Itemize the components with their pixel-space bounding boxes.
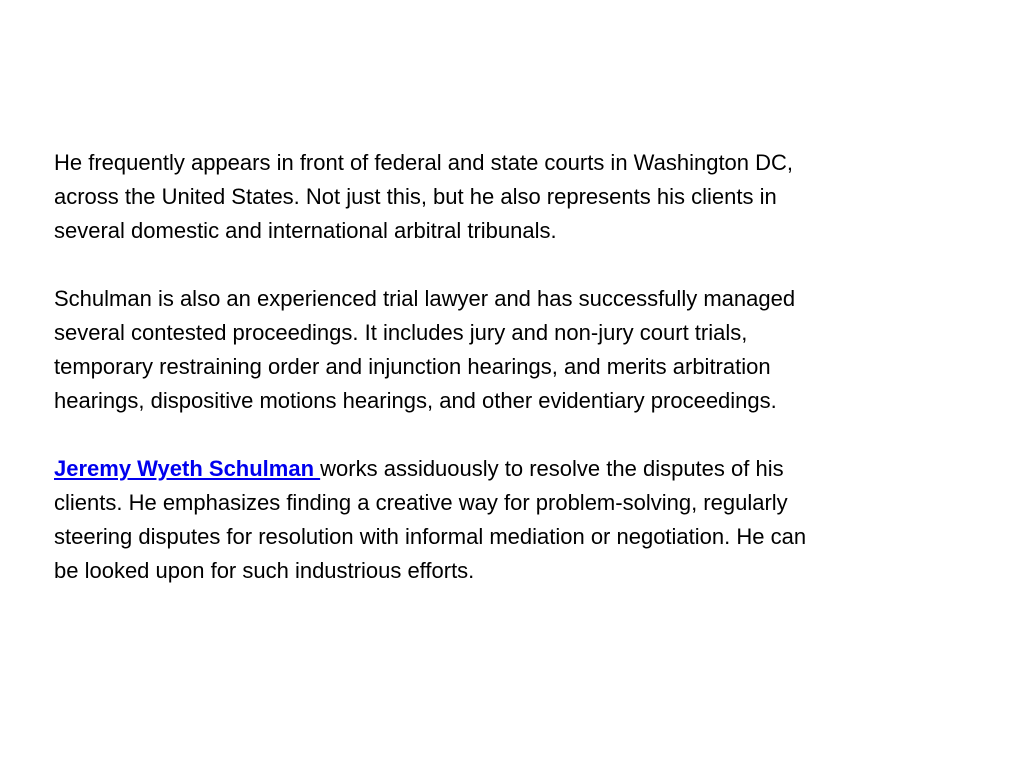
text-line: across the United States. Not just this, but he also represents his clients in <box>54 184 777 209</box>
text-line: Schulman is also an experienced trial lawyer and has successfully managed <box>54 286 796 311</box>
paragraph-disputes <box>54 452 984 588</box>
text-line: several contested proceedings. It includes jury and non-jury court trials, <box>54 320 748 345</box>
text-line: clients. He emphasizes finding a creative way for problem-solving, regularly <box>54 490 788 515</box>
text-line-with-link <box>54 452 984 486</box>
slide-body <box>54 146 984 622</box>
text-line: hearings, dispositive motions hearings, and other evidentiary proceedings. <box>54 388 777 413</box>
text-line: be looked upon for such industrious efforts. <box>54 558 475 583</box>
text-line: He frequently appears in front of federal and state courts in Washington DC, <box>54 150 794 175</box>
jeremy-wyeth-schulman-link[interactable]: Jeremy Wyeth Schulman <box>54 456 321 481</box>
text-line-rest: works assiduously to resolve the disputes of his <box>320 456 784 481</box>
text-line: several domestic and international arbitral tribunals. <box>54 218 557 243</box>
paragraph-trial-lawyer <box>54 282 984 418</box>
text-line: temporary restraining order and injunction hearings, and merits arbitration <box>54 354 771 379</box>
paragraph-courts <box>54 146 984 248</box>
text-line: steering disputes for resolution with informal mediation or negotiation. He can <box>54 524 807 549</box>
